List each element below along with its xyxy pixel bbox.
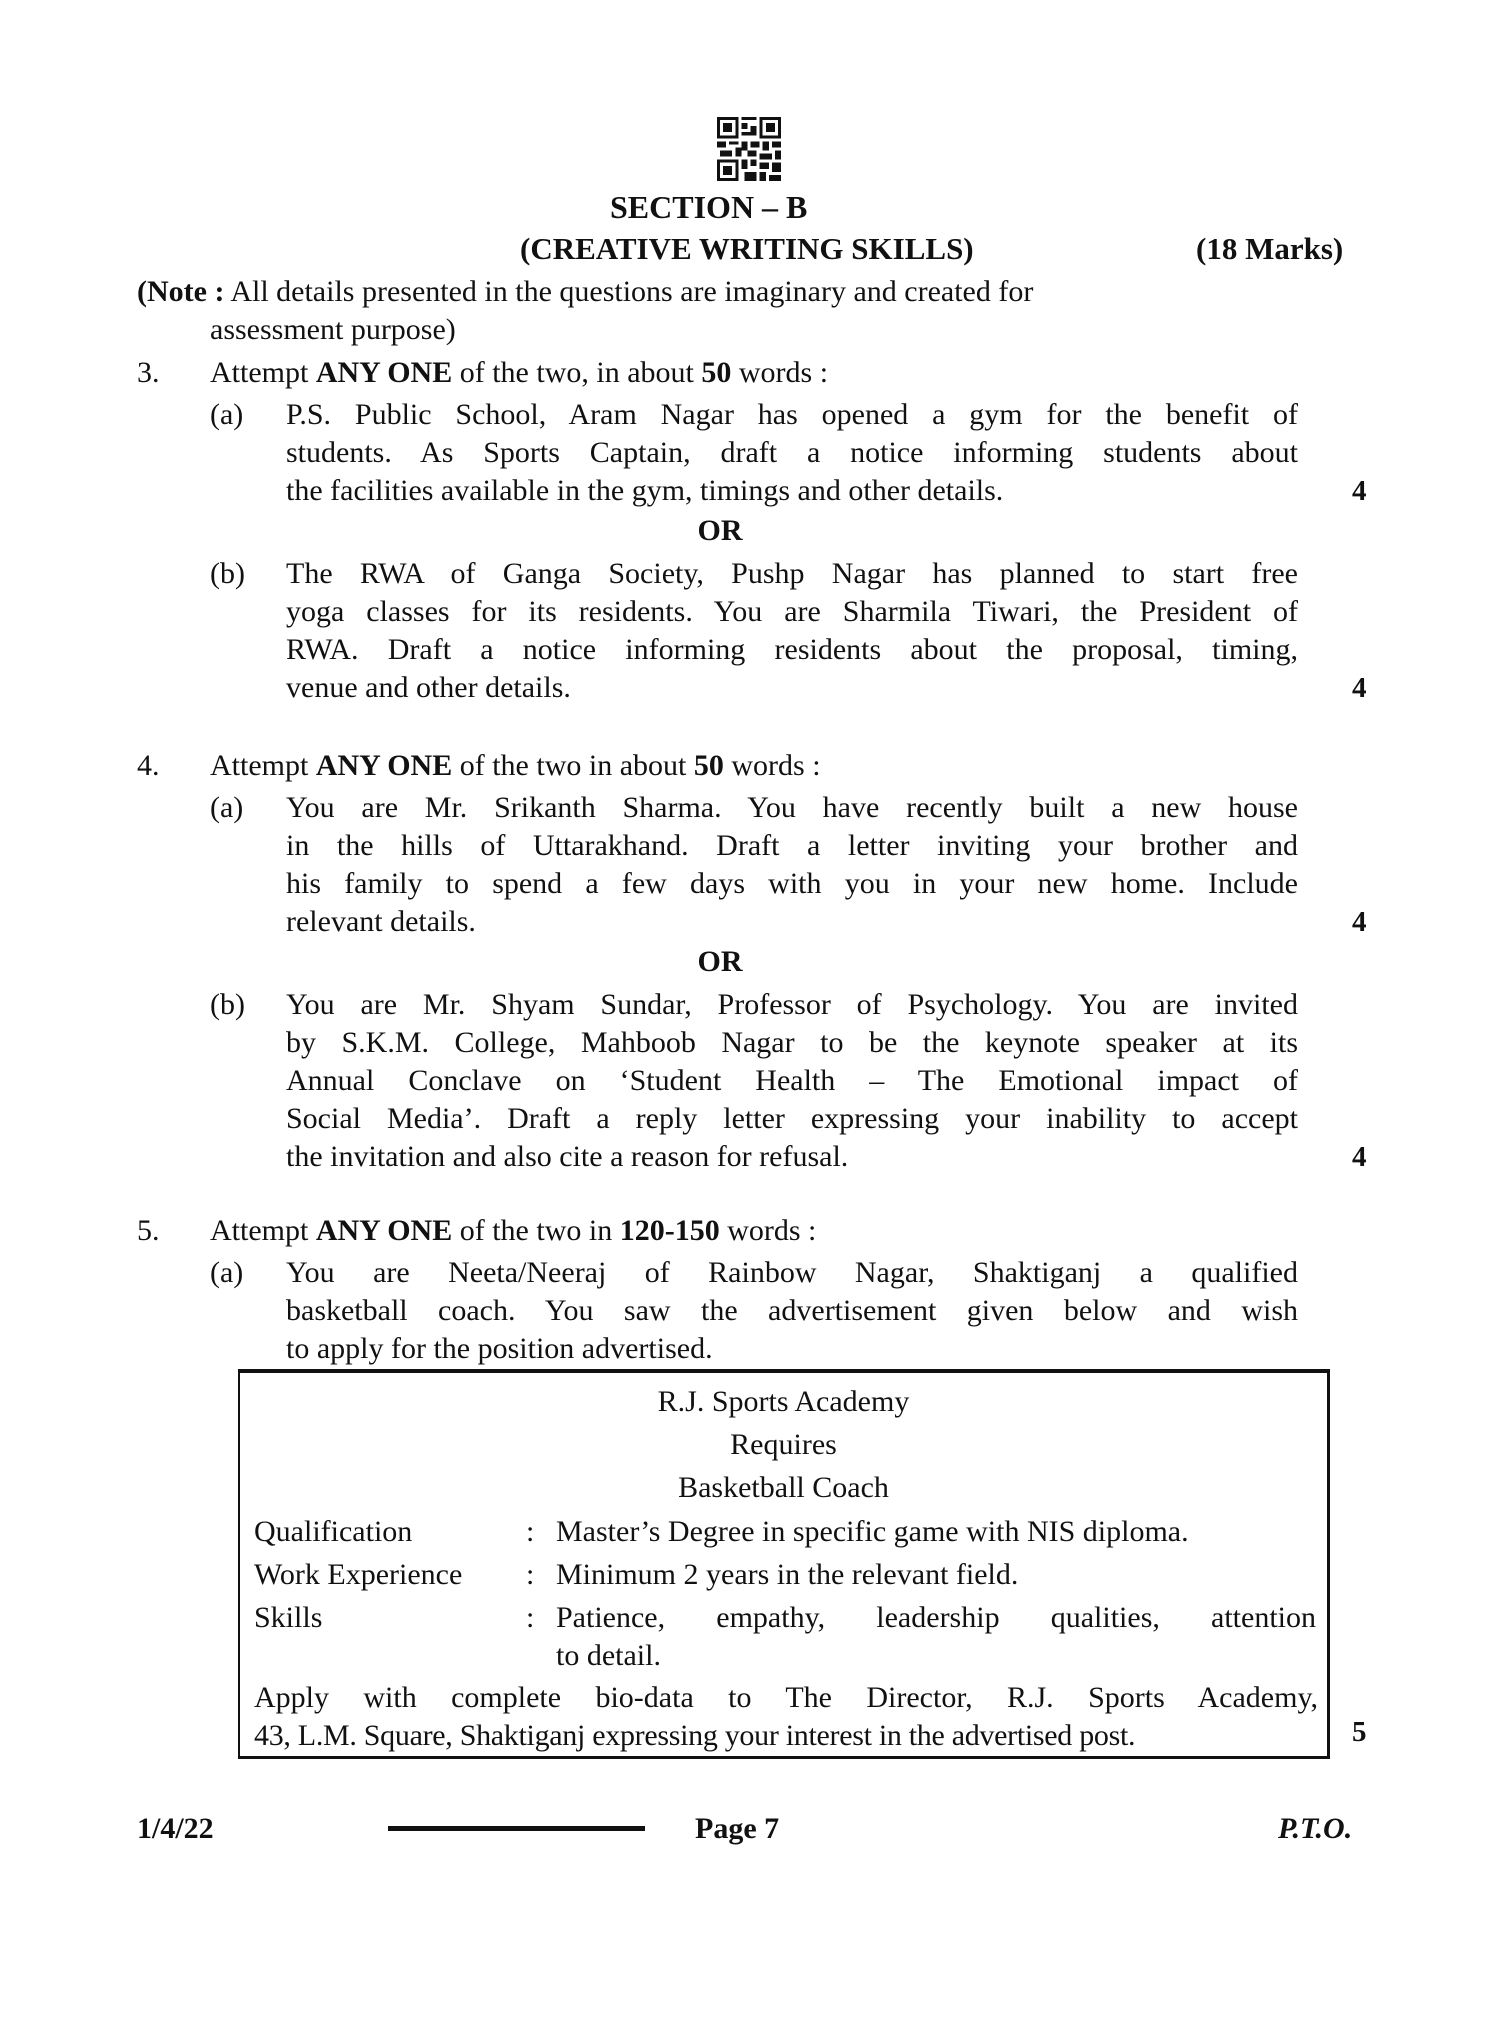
ad-row-label: Work Experience (254, 1558, 463, 1591)
word-count: 50 (701, 356, 732, 389)
option-text-line: by S.K.M. College, Mahboob Nagar to be the keynote speaker at its (286, 1026, 1298, 1059)
ad-row-colon: : (526, 1558, 535, 1591)
marks: 4 (1352, 672, 1367, 704)
option-text-line: the facilities available in the gym, timings and other details. (286, 474, 1004, 507)
marks: 4 (1352, 1141, 1367, 1173)
option-text-line: You are Mr. Srikanth Sharma. You have recently built a new house (286, 791, 1298, 824)
option-text-line: in the hills of Uttarakhand. Draft a letter inviting your brother and (286, 829, 1298, 862)
ad-apply-line: Apply with complete bio-data to The Director, R.J. Sports Academy, (254, 1681, 1318, 1714)
page-number: Page 7 (695, 1812, 780, 1845)
question-instruction (210, 1212, 816, 1250)
option-text-line: the invitation and also cite a reason for refusal. (286, 1140, 849, 1173)
question-instruction (210, 747, 821, 785)
question-instruction (210, 354, 828, 392)
note (137, 273, 1033, 311)
ad-apply-line: 43, L.M. Square, Shaktiganj expressing your interest in the advertised post. (254, 1719, 1136, 1752)
ad-row-label: Qualification (254, 1515, 413, 1548)
option-text-line: Annual Conclave on ‘Student Health – The Emotional impact of (286, 1064, 1298, 1097)
note-text-line1: All details presented in the questions are imaginary and created for (230, 275, 1034, 308)
marks: 5 (1352, 1716, 1367, 1748)
ad-row-value-cont: to detail. (556, 1639, 661, 1672)
option-label: (b) (210, 557, 245, 590)
instruction-text: words : (719, 1214, 817, 1247)
instruction-emphasis: ANY ONE (315, 356, 453, 389)
word-count: 120-150 (619, 1214, 720, 1247)
instruction-text: Attempt (210, 749, 316, 782)
option-text-line: RWA. Draft a notice informing residents about the proposal, timing, (286, 633, 1298, 666)
instruction-text: of the two in about (452, 749, 694, 782)
instruction-emphasis: ANY ONE (315, 749, 453, 782)
ad-row-value: Patience, empathy, leadership qualities, attention (556, 1601, 1316, 1634)
total-marks: (18 Marks) (1196, 231, 1344, 266)
or-separator: OR (697, 945, 743, 978)
ad-requires: Requires (730, 1428, 837, 1461)
option-label: (a) (210, 1256, 244, 1289)
option-text-line: Social Media’. Draft a reply letter expressing your inability to accept (286, 1102, 1298, 1135)
option-text-line: You are Mr. Shyam Sundar, Professor of Psychology. You are invited (286, 988, 1298, 1021)
marks: 4 (1352, 475, 1367, 507)
instruction-text: Attempt (210, 1214, 316, 1247)
marks: 4 (1352, 906, 1367, 938)
ad-row-label: Skills (254, 1601, 323, 1634)
or-separator: OR (697, 514, 743, 547)
instruction-emphasis: ANY ONE (315, 1214, 453, 1247)
note-text-line2: assessment purpose) (210, 313, 456, 346)
instruction-text: words : (723, 749, 821, 782)
section-title: SECTION – B (610, 189, 808, 225)
ad-title: R.J. Sports Academy (657, 1385, 910, 1418)
ad-row-value: Minimum 2 years in the relevant field. (556, 1558, 1019, 1591)
option-text-line: students. As Sports Captain, draft a notice informing students about (286, 436, 1298, 469)
option-text-line: You are Neeta/Neeraj of Rainbow Nagar, Shaktiganj a qualified (286, 1256, 1298, 1289)
note-label: (Note : (137, 275, 225, 308)
option-text-line: The RWA of Ganga Society, Pushp Nagar has planned to start free (286, 557, 1298, 590)
paper-code: 1/4/22 (137, 1812, 214, 1845)
ad-row-colon: : (526, 1515, 535, 1548)
option-text-line: his family to spend a few days with you in your new home. Include (286, 867, 1298, 900)
option-text-line: venue and other details. (286, 671, 571, 704)
instruction-text: of the two in (452, 1214, 620, 1247)
instruction-text: Attempt (210, 356, 316, 389)
option-text-line: basketball coach. You saw the advertisement given below and wish (286, 1294, 1298, 1327)
ad-row-colon: : (526, 1601, 535, 1634)
pto: P.T.O. (1278, 1812, 1353, 1845)
ad-row-value: Master’s Degree in specific game with NIS diploma. (556, 1515, 1189, 1548)
question-number: 3. (137, 356, 160, 389)
instruction-text: of the two, in about (452, 356, 702, 389)
option-text-line: to apply for the position advertised. (286, 1332, 713, 1365)
option-text-line: relevant details. (286, 905, 476, 938)
footer-divider (388, 1826, 645, 1831)
question-number: 4. (137, 749, 160, 782)
qr-code-icon (717, 117, 781, 181)
option-label: (a) (210, 398, 244, 431)
option-label: (a) (210, 791, 244, 824)
ad-position: Basketball Coach (678, 1471, 889, 1504)
section-subtitle: (CREATIVE WRITING SKILLS) (520, 231, 974, 266)
question-number: 5. (137, 1214, 160, 1247)
option-text-line: yoga classes for its residents. You are Sharmila Tiwari, the President of (286, 595, 1298, 628)
advertisement-box (238, 1369, 1330, 1759)
instruction-text: words : (731, 356, 829, 389)
option-text-line: P.S. Public School, Aram Nagar has opened a gym for the benefit of (286, 398, 1298, 431)
option-label: (b) (210, 988, 245, 1021)
word-count: 50 (693, 749, 724, 782)
